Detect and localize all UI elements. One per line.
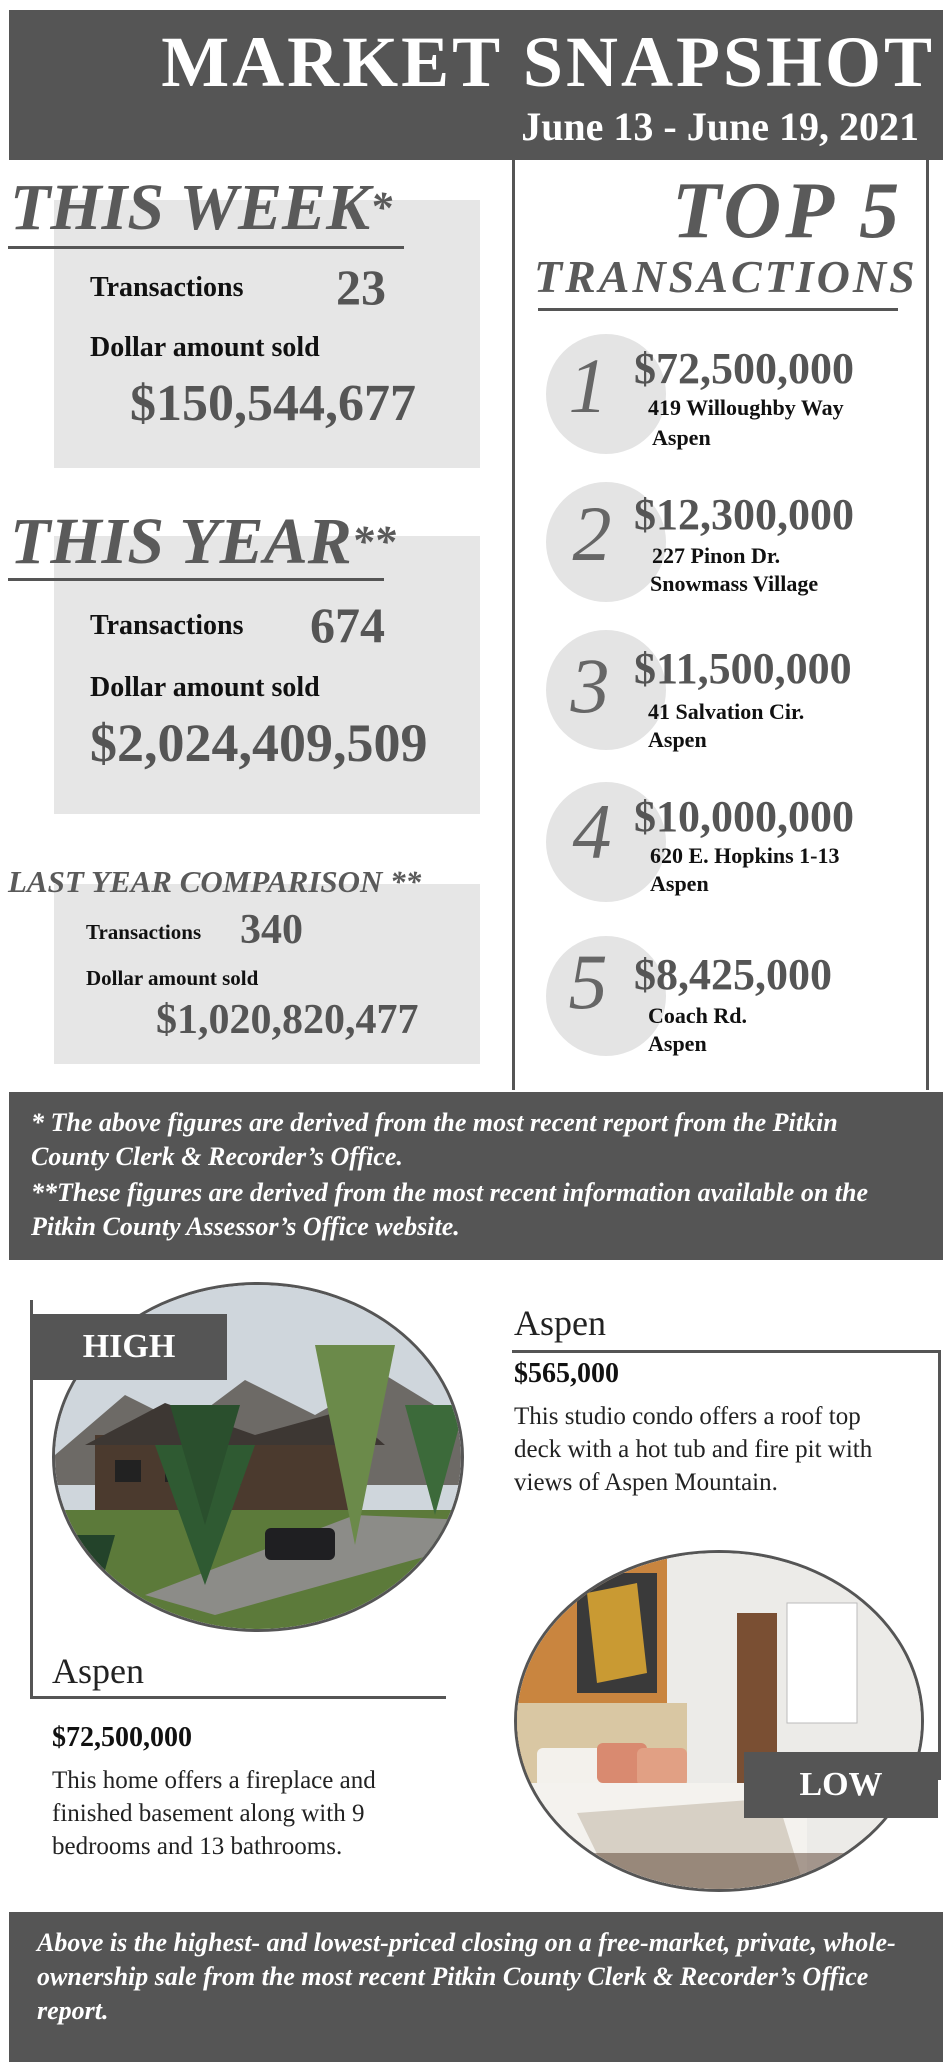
column-divider-right bbox=[926, 160, 929, 1090]
high-tag: HIGH bbox=[31, 1314, 227, 1380]
top5-underline bbox=[538, 308, 898, 311]
transaction-city: Snowmass Village bbox=[650, 571, 819, 596]
transaction-city: Aspen bbox=[650, 871, 709, 896]
transaction-address: Coach Rd. bbox=[648, 1003, 748, 1028]
low-property-photo bbox=[514, 1550, 924, 1892]
transaction-city: Aspen bbox=[648, 1031, 707, 1056]
transaction-city: Aspen bbox=[652, 425, 711, 450]
transaction-address: 620 E. Hopkins 1-13 bbox=[650, 843, 840, 868]
this-week-dollar-label: Dollar amount sold bbox=[90, 332, 320, 363]
page-title: MARKET SNAPSHOT bbox=[161, 22, 935, 102]
this-year-heading: THIS YEAR** bbox=[10, 505, 396, 578]
transaction-price: $11,500,000 bbox=[634, 644, 852, 693]
rank-number: 1 bbox=[568, 342, 608, 429]
last-year-transactions-label: Transactions bbox=[86, 920, 202, 944]
top5-subheading: TRANSACTIONS bbox=[534, 251, 918, 302]
transaction-address: 419 Willoughby Way bbox=[648, 395, 844, 420]
high-price: $72,500,000 bbox=[52, 1722, 192, 1753]
high-description: This home offers a fireplace and finished basement along with 9 bedrooms and 13 bathrooms. bbox=[52, 1767, 376, 1860]
last-year-heading: LAST YEAR COMPARISON ** bbox=[8, 864, 422, 899]
transaction-address: 227 Pinon Dr. bbox=[652, 543, 781, 568]
date-range: June 13 - June 19, 2021 bbox=[521, 104, 919, 149]
this-week-transactions-label: Transactions bbox=[90, 272, 244, 303]
source-note-assessor: **These figures are derived from the most recent information available on the Pitkin County Assessor’s Office website. bbox=[31, 1178, 869, 1241]
rank-number: 2 bbox=[572, 490, 612, 577]
this-week-dollar-value: $150,544,677 bbox=[130, 375, 416, 432]
low-bedroom-image bbox=[517, 1553, 924, 1892]
this-year-dollar-value: $2,024,409,509 bbox=[90, 713, 428, 773]
top5-heading: TOP 5 bbox=[672, 167, 904, 255]
transaction-price: $8,425,000 bbox=[634, 950, 832, 999]
last-year-dollar-value: $1,020,820,477 bbox=[156, 997, 419, 1043]
low-description: This studio condo offers a roof top deck with a hot tub and fire pit with views of Aspen Mountain. bbox=[514, 1403, 873, 1496]
footer-text: Above is the highest- and lowest-priced closing on a free-market, private, whole-ownership sale from the most recent Pitkin County Clerk & Recorder’s Office report. bbox=[37, 1928, 896, 2025]
source-notes bbox=[9, 1092, 943, 1260]
this-year-dollar-label: Dollar amount sold bbox=[90, 672, 320, 703]
this-year-transactions-value: 674 bbox=[310, 597, 385, 653]
this-year-underline bbox=[8, 578, 384, 581]
last-year-dollar-label: Dollar amount sold bbox=[86, 966, 259, 990]
rank-number: 5 bbox=[568, 938, 608, 1025]
column-divider-left bbox=[512, 160, 515, 1090]
transaction-price: $12,300,000 bbox=[634, 490, 854, 539]
low-price: $565,000 bbox=[514, 1358, 619, 1389]
transaction-price: $10,000,000 bbox=[634, 792, 854, 841]
header-banner bbox=[9, 10, 943, 160]
source-note-clerk: * The above figures are derived from the most recent report from the Pitkin County Clerk & Recorder’s Office. bbox=[31, 1108, 838, 1171]
this-week-heading: THIS WEEK* bbox=[10, 171, 393, 244]
high-location: Aspen bbox=[52, 1651, 144, 1691]
rank-number: 3 bbox=[570, 642, 610, 729]
last-year-transactions-value: 340 bbox=[240, 907, 303, 953]
transaction-city: Aspen bbox=[648, 727, 707, 752]
transaction-address: 41 Salvation Cir. bbox=[648, 699, 805, 724]
low-tag: LOW bbox=[744, 1752, 938, 1818]
low-frame-right bbox=[938, 1350, 941, 1780]
low-frame-top bbox=[512, 1350, 940, 1353]
footer-note bbox=[9, 1912, 943, 2062]
this-year-transactions-label: Transactions bbox=[90, 610, 244, 641]
high-frame-bottom bbox=[30, 1696, 446, 1699]
this-week-underline bbox=[8, 246, 404, 249]
rank-number: 4 bbox=[572, 788, 612, 875]
low-location: Aspen bbox=[514, 1303, 606, 1343]
this-week-transactions-value: 23 bbox=[336, 259, 386, 315]
transaction-price: $72,500,000 bbox=[634, 344, 854, 393]
